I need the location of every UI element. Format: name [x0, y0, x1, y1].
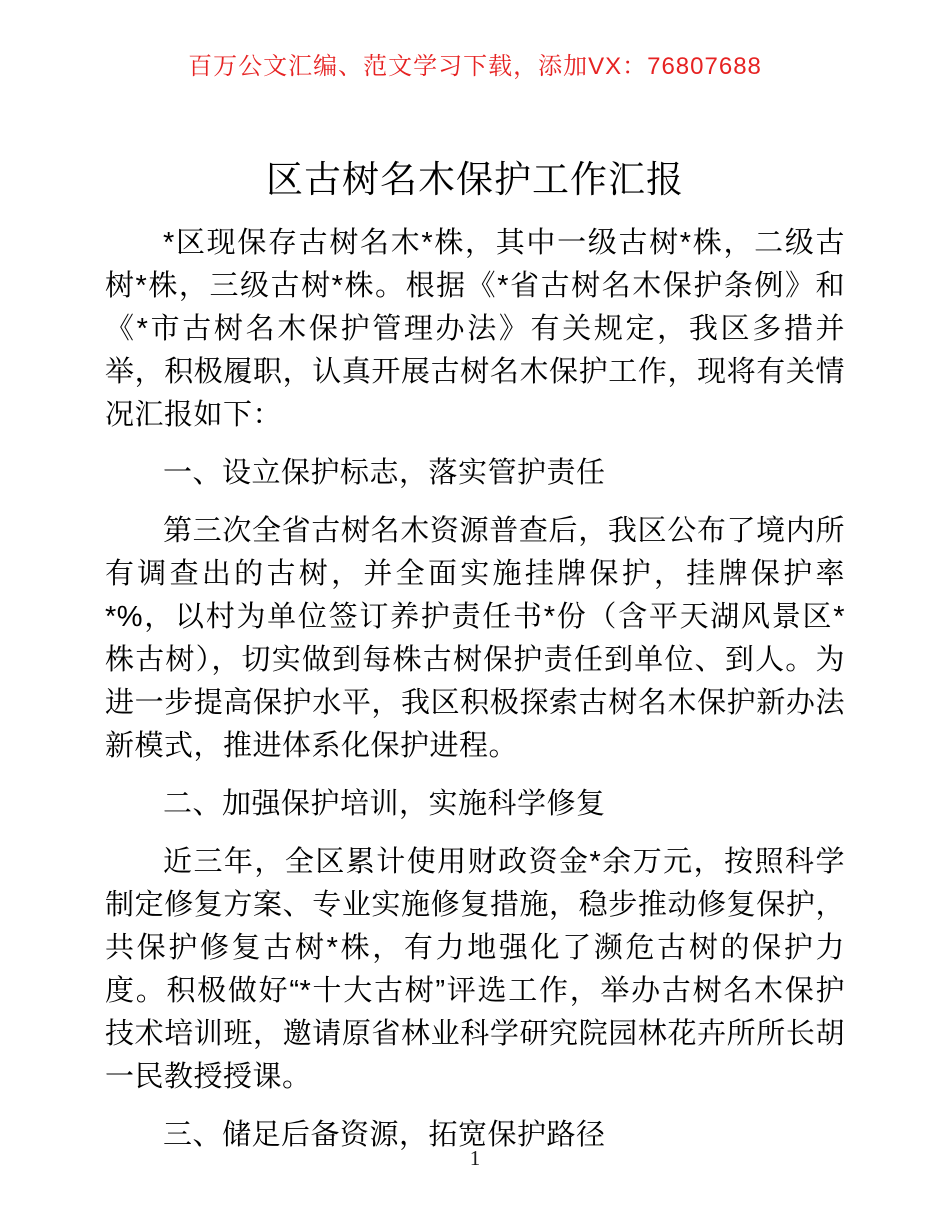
paragraph-section-1: 第三次全省古树名木资源普查后，我区公布了境内所有调查出的古树，并全面实施挂牌保护，挂牌保护率*%，以村为单位签订养护责任书*份（含平天湖风景区*株古树），切实做到每株古树保护责任到单位、到人。为进一步提高保护水平，我区积极探索古树名木保护新办法新模式，推进体系化保护进程。 — [105, 515, 845, 762]
page-number: 1 — [469, 1146, 481, 1170]
watermark-header-text: 百万公文汇编、范文学习下载，添加VX：76807688 — [188, 53, 762, 80]
document-body — [105, 152, 845, 1172]
section-heading-3: 三、储足后备资源，拓宽保护路径 — [163, 1119, 606, 1151]
paragraph-section-2: 近三年，全区累计使用财政资金*余万元，按照科学制定修复方案、专业实施修复措施，稳步推动修复保护，共保护修复古树*株，有力地强化了濒危古树的保护力度。积极做好“*十大古树”评选工作，举办古树名木保护技术培训班，邀请原省林业科学研究院园林花卉所所长胡一民教授授课。 — [105, 846, 845, 1093]
paragraph-intro: *区现保存古树名木*株，其中一级古树*株，二级古树*株，三级古树*株。根据《*省古树名木保护条例》和《*市古树名木保护管理办法》有关规定，我区多措并举，积极履职，认真开展古树名木保护工作，现将有关情况汇报如下： — [105, 227, 845, 431]
section-heading-1: 一、设立保护标志，落实管护责任 — [163, 457, 606, 489]
document-title: 区古树名木保护工作汇报 — [266, 159, 684, 200]
section-heading-2: 二、加强保护培训，实施科学修复 — [163, 788, 606, 820]
